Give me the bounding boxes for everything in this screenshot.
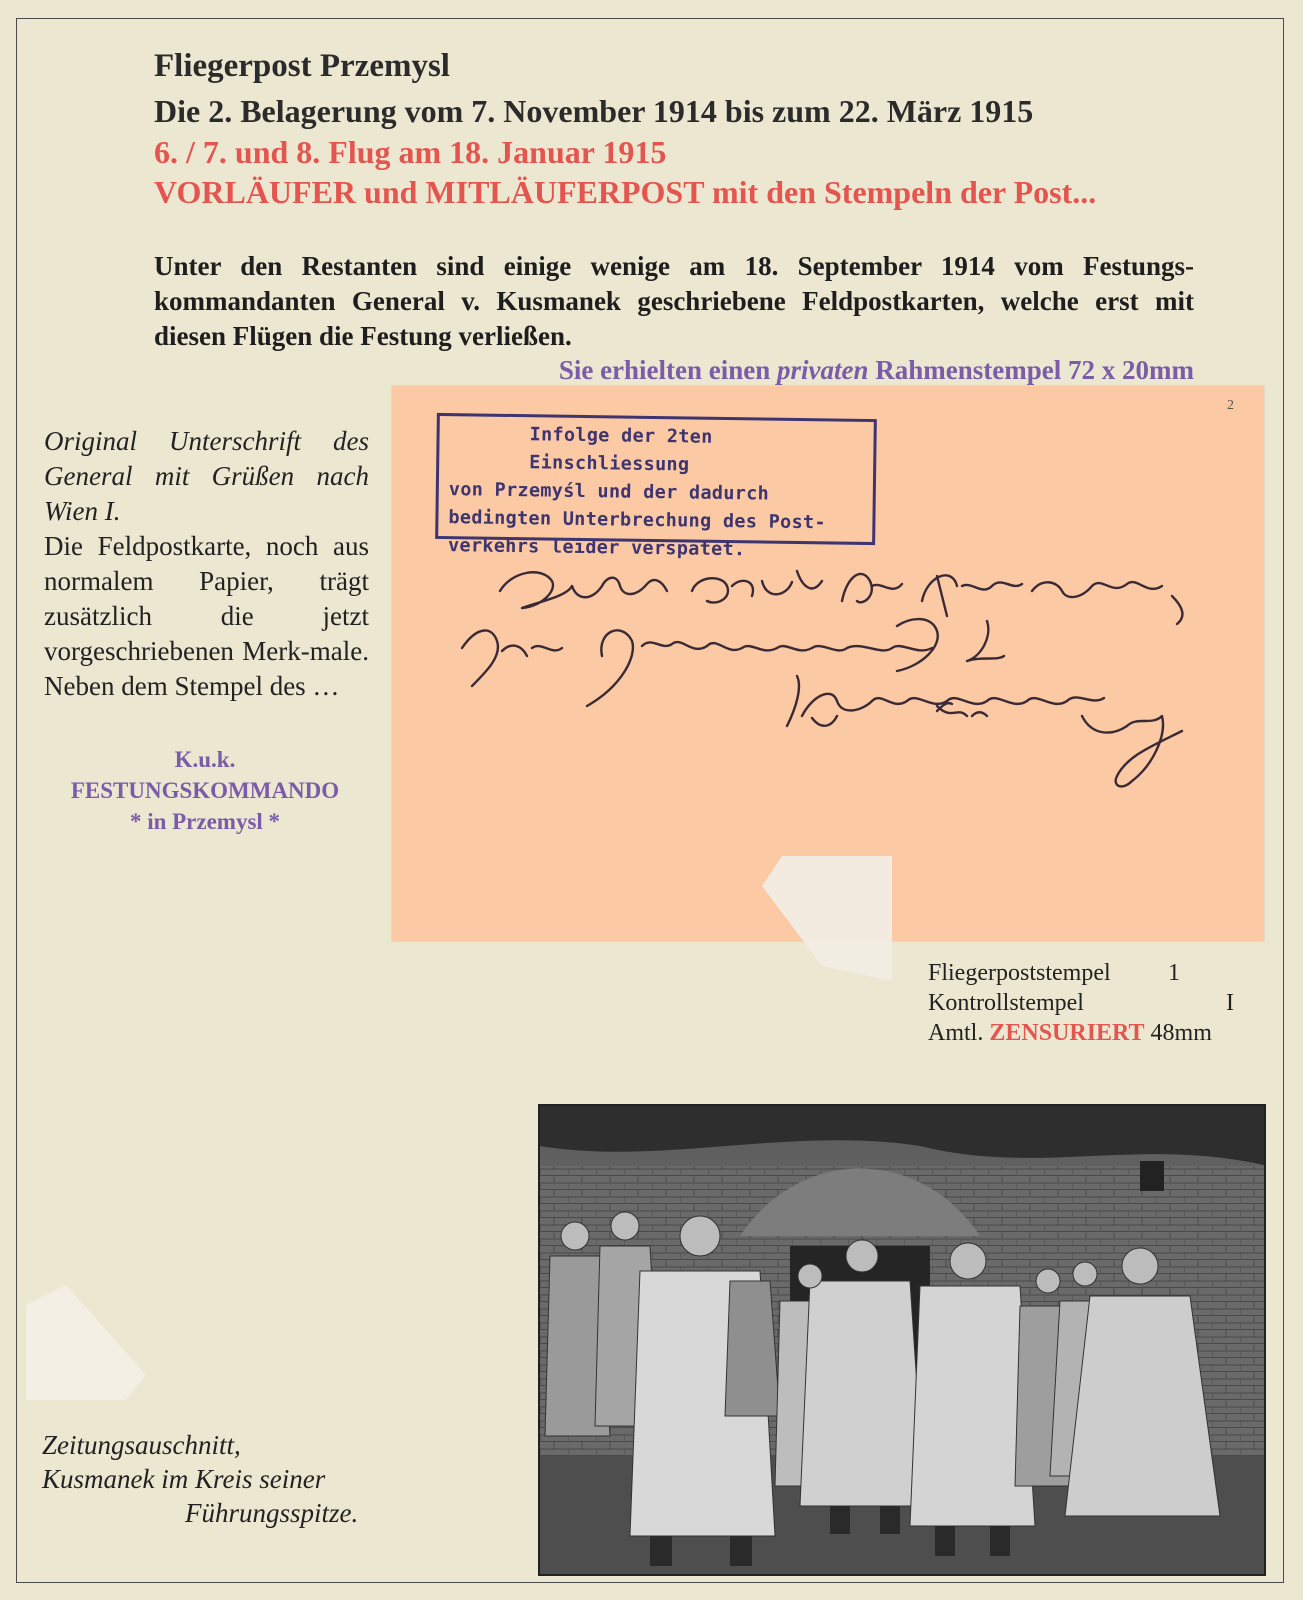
stamp-list [928, 958, 1238, 1048]
newspaper-photo [538, 1104, 1266, 1576]
censor-row [928, 1018, 1238, 1048]
rahmen-after: Rahmenstempel 72 x 20mm [875, 355, 1194, 385]
photo-caption [42, 1428, 402, 1530]
signature-note-line: Original Unterschrift des [44, 426, 369, 456]
page-title: Fliegerpost Przemysl [154, 48, 450, 84]
paper-hinge-left [26, 1285, 146, 1400]
corner-mark: 2 [1227, 398, 1234, 413]
rahmenstempel-line: verkehrs leider verspätet. [447, 535, 746, 561]
amtl-label: Amtl. [928, 1020, 984, 1046]
stamp-line: FESTUNGSKOMMANDO [70, 778, 340, 803]
zensuriert-label: ZENSURIERT [989, 1020, 1145, 1046]
stamp-label: Kontrollstempel [928, 990, 1084, 1016]
censor-size: 48mm [1150, 1020, 1212, 1046]
rahmenstempel-line: von Przemyśl und der dadurch [448, 479, 770, 505]
festungskommando-stamp-text [40, 744, 370, 837]
rahmen-note [472, 357, 1194, 384]
left-description [44, 424, 369, 704]
rahmen-italic: privaten [777, 355, 869, 385]
subtitle-post: VORLÄUFER und MITLÄUFERPOST mit den Stempeln der Post... [154, 174, 1097, 210]
officers-group-image [540, 1106, 1266, 1576]
subtitle-flights: 6. / 7. und 8. Flug am 18. Januar 1915 [154, 134, 667, 170]
stamp-label: Fliegerpoststempel [928, 960, 1111, 986]
paper-hinge [762, 856, 892, 981]
signature-note-line: Wien I. [44, 496, 121, 526]
rahmenstempel-line: bedingten Unterbrechung des Post- [448, 507, 827, 534]
subtitle-siege: Die 2. Belagerung vom 7. November 1914 bis zum 22. März 1915 [154, 93, 1034, 129]
caption-line: Führungsspitze. [185, 1498, 359, 1528]
stamp-row [928, 958, 1238, 988]
caption-line: Kusmanek im Kreis seiner [42, 1464, 326, 1494]
rahmenstempel-line: Infolge der 2ten Einschliessung [529, 424, 713, 476]
rahmen-before: Sie erhielten einen [558, 355, 771, 385]
stamp-line: K.u.k. [174, 747, 236, 772]
intro-paragraph: Unter den Restanten sind einige wenige am 18. September 1914 vom Festungs-kommandanten General v. Kusmanek geschriebene Feldpostkarten, welche erst mit diesen Flügen die Festung verließen. [154, 251, 1194, 351]
stamp-count: I [1226, 990, 1234, 1016]
stamp-line: * in Przemysl * [129, 809, 281, 834]
signature-note-line: General mit Grüßen nach [44, 461, 369, 491]
stamp-count: 1 [1168, 960, 1180, 986]
card-description: Die Feldpostkarte, noch aus normalem Papier, trägt zusätzlich die jetzt vorgeschriebenen Merk-male. Neben dem Stempel des … [44, 531, 369, 701]
feldpostkarte [392, 386, 1264, 941]
stamp-row [928, 988, 1238, 1018]
caption-line: Zeitungsauschnitt, [42, 1430, 241, 1460]
